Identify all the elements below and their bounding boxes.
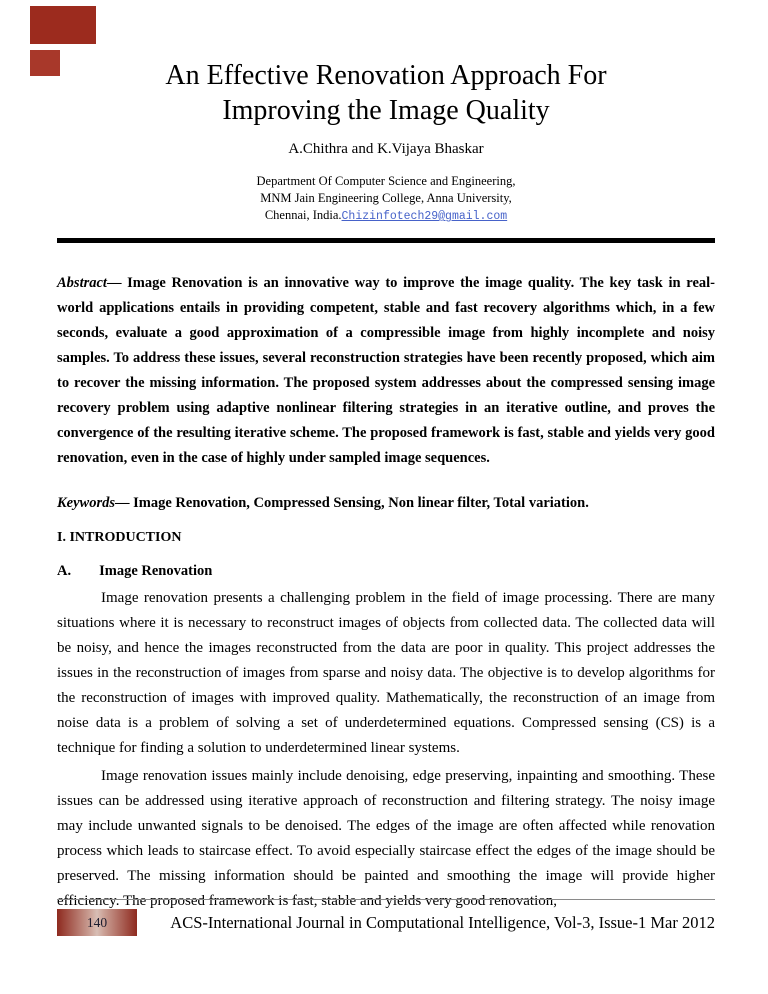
paper-title-line-1: An Effective Renovation Approach For (165, 60, 607, 91)
affiliation-city: Chennai, India. (264, 208, 342, 222)
abstract-label: Abstract (57, 275, 107, 291)
subsection-letter: A. (57, 563, 72, 579)
authors-line: A.Chithra and K.Vijaya Bhaskar (288, 141, 484, 157)
keywords-label: Keywords (57, 495, 115, 511)
paper-title-line-2: Improving the Image Quality (222, 95, 550, 126)
subsection-title: Image Renovation (99, 563, 213, 579)
page-footer (57, 899, 715, 936)
header-divider (57, 238, 715, 243)
subsection-heading-image-renovation (57, 559, 715, 583)
affiliation-line-2: MNM Jain Engineering College, Anna University, (260, 191, 512, 205)
journal-citation: ACS-International Journal in Computational Intelligence, Vol-3, Issue-1 Mar 2012 (170, 912, 715, 932)
affiliation-block (57, 173, 715, 225)
keywords-text: — Image Renovation, Compressed Sensing, Non linear filter, Total variation. (115, 495, 589, 511)
paper-title (57, 58, 715, 128)
email-link[interactable]: Chizinfotech29@gmail.com (341, 210, 508, 223)
keywords-line (57, 491, 715, 516)
body-paragraph-2: Image renovation issues mainly include denoising, edge preserving, inpainting and smoothing. These issues can be addressed using iterative approach of reconstruction and filtering strategy. The noisy image may include unwanted signals to be denoised. The edges of the image are often affected while renovation process which leads to staircase effect. To avoid especially staircase effect the edges of the image should be preserved. The missing information should be painted and smoothing the image will provide higher efficiency. The proposed framework is fast, stable and yields very good renovation, (57, 768, 715, 909)
body-paragraph-1: Image renovation presents a challenging problem in the field of image processing. There are many situations where it is necessary to reconstruct images of objects from collected data. The collected data will be noisy, and hence the images reconstructed from the data are poor in quality. This project addresses the issues in the reconstruction of images from sparse and noisy data. The objective is to develop algorithms for the reconstruction of images with improved quality. Mathematically, the reconstruction of an image from noise data is a problem of solving a set of underdetermined equations. Compressed sensing (CS) is a technique for finding a solution to underdetermined linear systems. (57, 590, 715, 756)
affiliation-line-3 (57, 207, 715, 225)
abstract-paragraph (57, 271, 715, 471)
affiliation-line-1: Department Of Computer Science and Engineering, (256, 174, 516, 188)
abstract-text: — Image Renovation is an innovative way to improve the image quality. The key task in real-world applications entails in providing competent, stable and fast recovery algorithms which, in a few seconds, evaluate a good approximation of a compressible image from highly incomplete and noisy samples. To address these issues, several reconstruction strategies have been recently proposed, which aim to recover the missing information. The proposed system addresses about the compressed sensing image recovery problem using adaptive nonlinear filtering strategies in an iterative outline, and proves the convergence of the resulting iterative scheme. The proposed framework is fast, stable and yields very good renovation, even in the case of highly under sampled image sequences. (57, 275, 715, 466)
paper-page (57, 0, 715, 914)
page-number-badge: 140 (57, 909, 137, 936)
logo-block-small (30, 50, 60, 76)
section-heading-introduction: I. INTRODUCTION (57, 530, 182, 545)
